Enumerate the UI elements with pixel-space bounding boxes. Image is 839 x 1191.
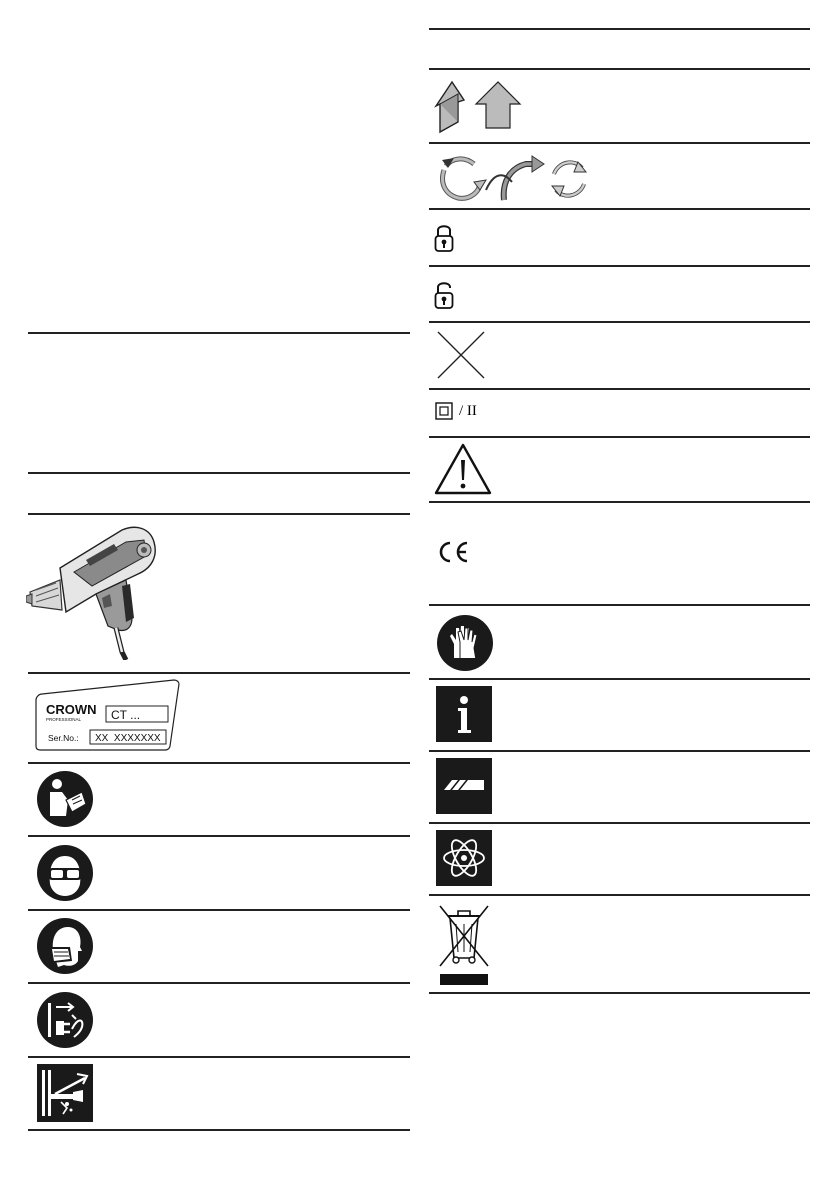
divider bbox=[429, 604, 810, 606]
divider bbox=[429, 678, 810, 680]
divider bbox=[429, 894, 810, 896]
brand-logo: CROWN bbox=[46, 702, 97, 717]
divider bbox=[28, 1129, 410, 1131]
rotation-direction-icons bbox=[434, 152, 592, 204]
divider bbox=[429, 208, 810, 210]
divider bbox=[28, 1056, 410, 1058]
hidden-wiring-warning-icon bbox=[37, 1064, 93, 1122]
divider bbox=[28, 472, 410, 474]
battery-icon bbox=[436, 758, 492, 814]
unplug-before-servicing-icon bbox=[36, 991, 94, 1049]
eye-protection-icon bbox=[36, 844, 94, 902]
protective-gloves-icon bbox=[436, 614, 494, 672]
brand-sub: PROFESSIONAL bbox=[46, 717, 82, 722]
divider bbox=[28, 835, 410, 837]
information-icon bbox=[436, 686, 492, 742]
read-manual-icon bbox=[36, 770, 94, 828]
unlock-icon bbox=[434, 279, 454, 311]
weee-bin-icon bbox=[434, 900, 494, 988]
divider bbox=[429, 436, 810, 438]
protection-class-label: / II bbox=[459, 402, 477, 419]
divider bbox=[429, 822, 810, 824]
protection-class-ii-icon bbox=[435, 402, 477, 420]
divider bbox=[429, 142, 810, 144]
divider bbox=[28, 909, 410, 911]
warning-triangle-icon bbox=[433, 442, 493, 496]
lock-icon bbox=[434, 222, 454, 254]
double-square-icon bbox=[435, 402, 453, 420]
divider bbox=[28, 762, 410, 764]
divider bbox=[429, 265, 810, 267]
cross-icon bbox=[434, 328, 488, 382]
divider bbox=[429, 68, 810, 70]
divider bbox=[429, 992, 810, 994]
up-arrows-icon bbox=[434, 76, 524, 134]
divider bbox=[28, 982, 410, 984]
divider bbox=[429, 388, 810, 390]
divider bbox=[28, 332, 410, 334]
divider bbox=[429, 28, 810, 30]
ce-mark bbox=[436, 540, 470, 564]
nameplate bbox=[34, 678, 180, 756]
divider bbox=[28, 513, 410, 515]
divider bbox=[429, 501, 810, 503]
radiation-icon bbox=[436, 830, 492, 886]
model-text: CT ... bbox=[111, 708, 141, 722]
drill-image bbox=[26, 520, 158, 660]
serial-label: Ser.No.: bbox=[48, 733, 79, 743]
serial-value: XX XXXXXXX bbox=[95, 733, 161, 744]
divider bbox=[28, 672, 410, 674]
divider bbox=[429, 750, 810, 752]
dust-mask-icon bbox=[36, 917, 94, 975]
divider bbox=[429, 321, 810, 323]
